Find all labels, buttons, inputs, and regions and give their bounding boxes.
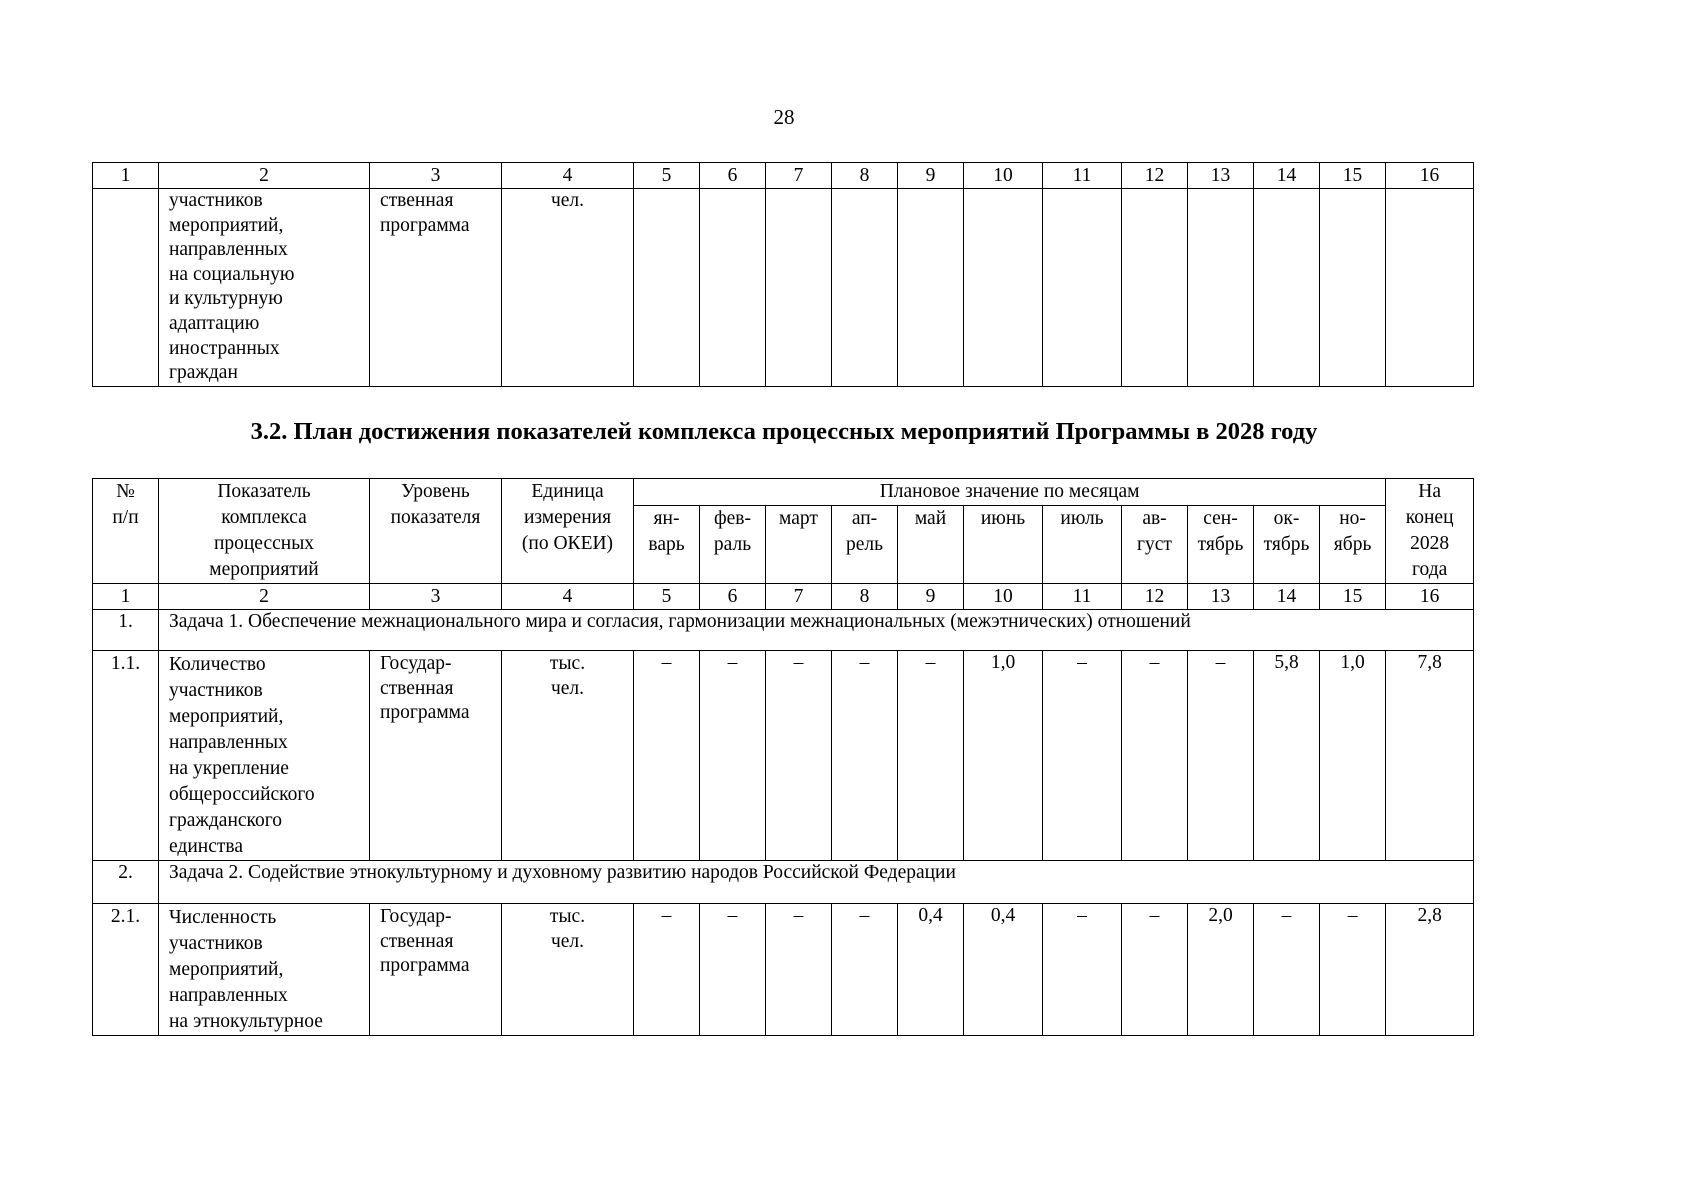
header-unit: Единица измерения (по ОКЕИ) bbox=[502, 479, 634, 584]
column-number: 8 bbox=[832, 163, 898, 189]
end-of-year-value: 2,8 bbox=[1386, 904, 1474, 1036]
column-number: 2 bbox=[159, 163, 370, 189]
header-month: но- ябрь bbox=[1320, 506, 1386, 584]
column-number: 4 bbox=[502, 584, 634, 610]
column-number: 13 bbox=[1188, 163, 1254, 189]
month-value: – bbox=[700, 651, 766, 861]
column-number: 3 bbox=[370, 163, 502, 189]
month-value: – bbox=[1043, 904, 1122, 1036]
header-end-of-year: На конец 2028 года bbox=[1386, 479, 1474, 584]
continued-level-text: ственная программа bbox=[370, 189, 502, 387]
month-value: 1,0 bbox=[964, 651, 1043, 861]
indicator-name: Численность участников мероприятий, направленных на этнокультурное bbox=[159, 904, 370, 1036]
end-of-year-value: 7,8 bbox=[1386, 651, 1474, 861]
month-value: – bbox=[832, 904, 898, 1036]
month-value: – bbox=[1122, 904, 1188, 1036]
indicator-level: Государ- ственная программа bbox=[370, 651, 502, 861]
column-number-row bbox=[93, 584, 1474, 610]
month-value: – bbox=[1188, 651, 1254, 861]
header-indicator: Показатель комплекса процессных мероприятий bbox=[159, 479, 370, 584]
column-number: 12 bbox=[1122, 163, 1188, 189]
header-month: март bbox=[766, 506, 832, 584]
column-number: 6 bbox=[700, 584, 766, 610]
month-value: 1,0 bbox=[1320, 651, 1386, 861]
column-number: 5 bbox=[634, 584, 700, 610]
indicator-num: 1.1. bbox=[93, 651, 159, 861]
indicator-num: 2.1. bbox=[93, 904, 159, 1036]
header-planned-by-month: Плановое значение по месяцам bbox=[634, 479, 1386, 506]
month-value: – bbox=[1320, 904, 1386, 1036]
indicator-level: Государ- ственная программа bbox=[370, 904, 502, 1036]
column-number: 10 bbox=[964, 584, 1043, 610]
indicators-plan-table bbox=[92, 478, 1474, 1036]
column-number: 7 bbox=[766, 163, 832, 189]
continued-indicator-text: участников мероприятий, направленных на социальную и культурную адаптацию иностранных граждан bbox=[159, 189, 370, 387]
month-value: – bbox=[1043, 651, 1122, 861]
header-level: Уровень показателя bbox=[370, 479, 502, 584]
indicator-unit: тыс. чел. bbox=[502, 904, 634, 1036]
month-value: – bbox=[898, 651, 964, 861]
task-num: 1. bbox=[93, 610, 159, 651]
column-number: 9 bbox=[898, 584, 964, 610]
header-month: июль bbox=[1043, 506, 1122, 584]
header-num: № п/п bbox=[93, 479, 159, 584]
column-number: 4 bbox=[502, 163, 634, 189]
continued-indicator-row bbox=[93, 189, 1474, 387]
column-number: 3 bbox=[370, 584, 502, 610]
column-number: 6 bbox=[700, 163, 766, 189]
month-value: 0,4 bbox=[898, 904, 964, 1036]
task-title: Задача 2. Содействие этнокультурному и духовному развитию народов Российской Федерации bbox=[159, 861, 1474, 904]
column-number: 12 bbox=[1122, 584, 1188, 610]
header-month: май bbox=[898, 506, 964, 584]
month-value: – bbox=[1122, 651, 1188, 861]
header-month: фев- раль bbox=[700, 506, 766, 584]
page-number: 28 bbox=[773, 105, 795, 129]
column-number: 15 bbox=[1320, 163, 1386, 189]
indicator-row bbox=[93, 651, 1474, 861]
column-number: 1 bbox=[93, 163, 159, 189]
column-number: 16 bbox=[1386, 584, 1474, 610]
column-number: 13 bbox=[1188, 584, 1254, 610]
column-number: 7 bbox=[766, 584, 832, 610]
header-month: ок- тябрь bbox=[1254, 506, 1320, 584]
section-title: 3.2. План достижения показателей комплекса процессных мероприятий Программы в 2028 году bbox=[250, 418, 1318, 445]
continued-unit-text: чел. bbox=[502, 189, 634, 387]
month-value: 5,8 bbox=[1254, 651, 1320, 861]
task-row bbox=[93, 610, 1474, 651]
month-value: – bbox=[832, 651, 898, 861]
column-number: 15 bbox=[1320, 584, 1386, 610]
header-month: ап- рель bbox=[832, 506, 898, 584]
column-number: 14 bbox=[1254, 163, 1320, 189]
indicator-unit: тыс. чел. bbox=[502, 651, 634, 861]
indicator-row bbox=[93, 904, 1474, 1036]
month-value: – bbox=[766, 651, 832, 861]
task-row bbox=[93, 861, 1474, 904]
column-number: 14 bbox=[1254, 584, 1320, 610]
month-value: – bbox=[634, 904, 700, 1036]
indicator-name: Количество участников мероприятий, направленных на укрепление общероссийского гражданского единства bbox=[159, 651, 370, 861]
column-number-row bbox=[93, 163, 1474, 189]
column-number: 8 bbox=[832, 584, 898, 610]
header-month: ян- варь bbox=[634, 506, 700, 584]
column-number: 11 bbox=[1043, 584, 1122, 610]
task-num: 2. bbox=[93, 861, 159, 904]
month-value: – bbox=[700, 904, 766, 1036]
column-number: 11 bbox=[1043, 163, 1122, 189]
header-month: ав- густ bbox=[1122, 506, 1188, 584]
column-number: 16 bbox=[1386, 163, 1474, 189]
header-row-top bbox=[93, 479, 1474, 506]
header-month: июнь bbox=[964, 506, 1043, 584]
month-value: – bbox=[634, 651, 700, 861]
column-number: 2 bbox=[159, 584, 370, 610]
month-value: – bbox=[1254, 904, 1320, 1036]
month-value: 0,4 bbox=[964, 904, 1043, 1036]
continuation-table bbox=[92, 162, 1474, 387]
column-number: 10 bbox=[964, 163, 1043, 189]
column-number: 9 bbox=[898, 163, 964, 189]
column-number: 1 bbox=[93, 584, 159, 610]
month-value: 2,0 bbox=[1188, 904, 1254, 1036]
month-value: – bbox=[766, 904, 832, 1036]
task-title: Задача 1. Обеспечение межнационального мира и согласия, гармонизации межнациональных (межэтнических) отношений bbox=[159, 610, 1474, 651]
column-number: 5 bbox=[634, 163, 700, 189]
header-month: сен- тябрь bbox=[1188, 506, 1254, 584]
